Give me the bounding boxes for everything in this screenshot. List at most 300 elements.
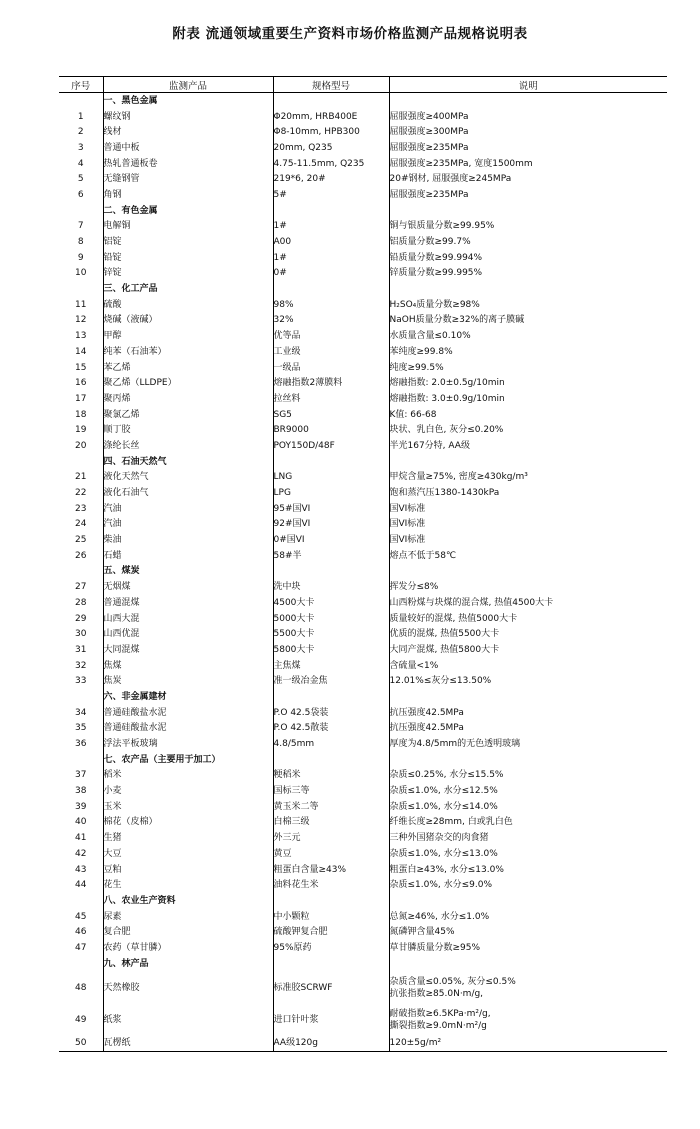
table-row [59,909,667,925]
table-row [59,877,667,893]
description: 块状、乳白色, 灰分≤0.20% [389,422,667,438]
spec-value: 白棉三级 [273,815,389,831]
row-number: 14 [75,346,87,357]
table-row [59,940,667,956]
product-name: 焦煤 [103,658,273,674]
row-number: 2 [77,127,84,138]
category-label: 五、煤炭 [103,564,273,580]
spec-value: 粗蛋白含量≥43% [273,862,389,878]
product-name: 纸浆 [103,1004,273,1036]
product-name: 液化石油气 [103,485,273,501]
cell-spec [273,564,389,580]
spec-value: SG5 [273,407,389,423]
category-label: 四、石油天然气 [103,454,273,470]
spec-value: 黄豆 [273,846,389,862]
row-number: 10 [75,268,87,279]
cell-no [59,689,103,705]
cell-no [59,752,103,768]
row-number: 25 [75,535,87,546]
row-number: 4 [77,158,84,169]
cell-no [59,93,103,109]
product-name: 无烟煤 [103,579,273,595]
description: 大同产混煤, 热值5800大卡 [389,642,667,658]
description: 山西粉煤与块煤的混合煤, 热值4500大卡 [389,595,667,611]
product-name: 锌锭 [103,266,273,282]
row-number: 12 [75,315,87,326]
description [389,1004,667,1036]
table-row [59,595,667,611]
table-header-row [59,77,667,93]
product-name: 大豆 [103,846,273,862]
spec-value: 熔融指数2薄膜料 [273,375,389,391]
description: 熔融指数: 2.0±0.5g/10min [389,375,667,391]
product-name: 玉米 [103,799,273,815]
row-number: 37 [75,770,87,781]
spec-value: 95%原药 [273,940,389,956]
product-name: 顺丁胶 [103,422,273,438]
table-row [59,1004,667,1036]
table-row [59,815,667,831]
table-row [59,830,667,846]
table-row [59,375,667,391]
product-name: 角钢 [103,187,273,203]
row-number: 47 [75,942,87,953]
row-number: 50 [75,1038,87,1049]
product-name: 苯乙烯 [103,360,273,376]
cell-no [59,281,103,297]
row-number: 48 [75,982,87,993]
table-body [59,93,667,1052]
category-label: 一、黑色金属 [103,93,273,109]
spec-value: 1# [273,250,389,266]
table-row [59,532,667,548]
description: 杂质≤1.0%, 水分≤14.0% [389,799,667,815]
spec-value: 粳稻米 [273,768,389,784]
spec-value: 工业级 [273,344,389,360]
product-name: 小麦 [103,783,273,799]
description: 铅质量分数≥99.994% [389,250,667,266]
cell-desc [389,281,667,297]
table-row [59,642,667,658]
description: 总氮≥46%, 水分≤1.0% [389,909,667,925]
description: 草甘膦质量分数≥95% [389,940,667,956]
description: 屈服强度≥235MPa, 宽度1500mm [389,156,667,172]
row-number: 3 [77,142,84,153]
document-title: 附表 流通领域重要生产资料市场价格监测产品规格说明表 [172,26,528,42]
spec-value: A00 [273,234,389,250]
product-name: 聚乙烯（LLDPE） [103,375,273,391]
row-number: 38 [75,786,87,797]
table-row [59,736,667,752]
description: 铜与银质量分数≥99.95% [389,219,667,235]
description: 屈服强度≥235MPa [389,187,667,203]
product-name: 稻米 [103,768,273,784]
spec-value: 准一级冶金焦 [273,673,389,689]
category-label: 三、化工产品 [103,281,273,297]
row-number: 43 [75,864,87,875]
description: 屈服强度≥300MPa [389,124,667,140]
category-row [59,689,667,705]
product-name: 铅锭 [103,250,273,266]
cell-desc [389,203,667,219]
product-name: 普通中板 [103,140,273,156]
category-row [59,454,667,470]
table-row [59,673,667,689]
spec-value: LPG [273,485,389,501]
row-number: 26 [75,550,87,561]
product-name: 烧碱（液碱） [103,313,273,329]
description: 120±5g/m² [389,1036,667,1052]
spec-value: 黄玉米二等 [273,799,389,815]
header-product: 监测产品 [103,77,273,93]
table-row [59,768,667,784]
header-spec: 规格型号 [273,77,389,93]
product-name: 山西优混 [103,626,273,642]
category-row [59,752,667,768]
row-number: 7 [77,221,84,232]
cell-spec [273,689,389,705]
product-name: 生猪 [103,830,273,846]
description: 屈服强度≥235MPa [389,140,667,156]
table-row [59,297,667,313]
spec-value: 32% [273,313,389,329]
description: 抗压强度42.5MPa [389,721,667,737]
spec-value: 5500大卡 [273,626,389,642]
description: 质量较好的混煤, 热值5000大卡 [389,611,667,627]
description: 氮磷钾含量45% [389,924,667,940]
cell-spec [273,203,389,219]
description: 纯度≥99.5% [389,360,667,376]
spec-value: 主焦煤 [273,658,389,674]
description: 铝质量分数≥99.7% [389,234,667,250]
row-number: 36 [75,739,87,750]
spec-value: AA级120g [273,1036,389,1052]
description: 三种外国猪杂交的肉食猪 [389,830,667,846]
row-number: 33 [75,676,87,687]
category-row [59,281,667,297]
product-name: 普通硅酸盐水泥 [103,705,273,721]
spec-value: 一级品 [273,360,389,376]
product-name: 石蜡 [103,548,273,564]
row-number: 1 [77,111,84,122]
description: 国VI标准 [389,517,667,533]
table-row [59,799,667,815]
spec-value: 国标三等 [273,783,389,799]
table-row [59,344,667,360]
table-row [59,234,667,250]
cell-desc [389,93,667,109]
table-row [59,140,667,156]
description: 熔融指数: 3.0±0.9g/10min [389,391,667,407]
spec-value: BR9000 [273,422,389,438]
category-row [59,893,667,909]
table-row [59,109,667,125]
description: NaOH质量分数≥32%的离子膜碱 [389,313,667,329]
product-name: 硫酸 [103,297,273,313]
product-name: 热轧普通板卷 [103,156,273,172]
spec-value: 优等品 [273,328,389,344]
product-name: 聚氯乙烯 [103,407,273,423]
category-row [59,93,667,109]
description: 屈服强度≥400MPa [389,109,667,125]
product-name: 瓦楞纸 [103,1036,273,1052]
table-row [59,658,667,674]
row-number: 34 [75,707,87,718]
table-row [59,972,667,1004]
table-row [59,470,667,486]
row-number: 39 [75,801,87,812]
table-row [59,407,667,423]
product-name: 线材 [103,124,273,140]
row-number: 24 [75,519,87,530]
product-name: 普通硅酸盐水泥 [103,721,273,737]
product-name: 液化天然气 [103,470,273,486]
cell-no [59,564,103,580]
table-row [59,721,667,737]
row-number: 11 [75,299,87,310]
description: 甲烷含量≥75%, 密度≥430kg/m³ [389,470,667,486]
description [389,972,667,1004]
spec-value: 硫酸钾复合肥 [273,924,389,940]
table-row [59,438,667,454]
spec-value: LNG [273,470,389,486]
cell-desc [389,752,667,768]
row-number: 28 [75,597,87,608]
table-row [59,328,667,344]
product-name: 尿素 [103,909,273,925]
product-name: 农药（草甘膦） [103,940,273,956]
table-row [59,266,667,282]
description: H₂SO₄质量分数≥98% [389,297,667,313]
row-number: 31 [75,644,87,655]
cell-spec [273,454,389,470]
product-name: 螺纹钢 [103,109,273,125]
table-row [59,611,667,627]
row-number: 20 [75,440,87,451]
cell-spec [273,93,389,109]
spec-value: 0#国VI [273,532,389,548]
row-number: 6 [77,189,84,200]
description: 水质量含量≤0.10% [389,328,667,344]
row-number: 40 [75,817,87,828]
product-name: 铝锭 [103,234,273,250]
spec-value: POY150D/48F [273,438,389,454]
header-desc: 说明 [389,77,667,93]
product-name: 山西大混 [103,611,273,627]
description-line: 耐破指数≥6.5KPa·m²/g, [389,1008,491,1019]
product-name: 电解铜 [103,219,273,235]
description: 挥发分≤8% [389,579,667,595]
row-number: 17 [75,393,87,404]
description: 杂质≤1.0%, 水分≤13.0% [389,846,667,862]
description: 优质的混煤, 热值5500大卡 [389,626,667,642]
product-name: 大同混煤 [103,642,273,658]
description: 熔点不低于58℃ [389,548,667,564]
row-number: 44 [75,880,87,891]
description: 纤维长度≥28mm, 白或乳白色 [389,815,667,831]
row-number: 42 [75,848,87,859]
table-row [59,313,667,329]
category-label: 八、农业生产资料 [103,893,273,909]
spec-value: 油料花生米 [273,877,389,893]
table-row [59,517,667,533]
description-line: 杂质含量≤0.05%, 灰分≤0.5% [389,976,516,987]
row-number: 19 [75,425,87,436]
spec-value: 20mm, Q235 [273,140,389,156]
row-number: 15 [75,362,87,373]
row-number: 45 [75,911,87,922]
product-name: 柴油 [103,532,273,548]
description: 20#钢材, 屈服强度≥245MPa [389,171,667,187]
description: 12.01%≤灰分≤13.50% [389,673,667,689]
description-line: 撕裂指数≥9.0mN·m²/g [389,1020,487,1031]
row-number: 18 [75,409,87,420]
spec-table [59,76,667,1052]
table-row [59,626,667,642]
spec-value: 4.75-11.5mm, Q235 [273,156,389,172]
cell-no [59,893,103,909]
product-name: 复合肥 [103,924,273,940]
spec-value: Φ20mm, HRB400E [273,109,389,125]
description: 半光167分特, AA级 [389,438,667,454]
row-number: 41 [75,833,87,844]
row-number: 23 [75,503,87,514]
category-label: 七、农产品（主要用于加工） [103,752,273,768]
description: 杂质≤1.0%, 水分≤9.0% [389,877,667,893]
cell-spec [273,893,389,909]
description: 饱和蒸汽压1380-1430kPa [389,485,667,501]
cell-spec [273,956,389,972]
spec-value: 外三元 [273,830,389,846]
description: 锌质量分数≥99.995% [389,266,667,282]
cell-spec [273,752,389,768]
row-number: 49 [75,1014,87,1025]
header-no: 序号 [59,77,103,93]
product-name: 无缝钢管 [103,171,273,187]
description: 国VI标准 [389,501,667,517]
spec-value: 58#半 [273,548,389,564]
table-row [59,156,667,172]
description: 含硫量<1% [389,658,667,674]
category-label: 九、林产品 [103,956,273,972]
product-name: 花生 [103,877,273,893]
spec-value: P.O 42.5散装 [273,721,389,737]
table-row [59,579,667,595]
cell-spec [273,281,389,297]
row-number: 27 [75,582,87,593]
description: 粗蛋白≥43%, 水分≤13.0% [389,862,667,878]
row-number: 30 [75,629,87,640]
spec-value: 1# [273,219,389,235]
category-row [59,203,667,219]
cell-no [59,203,103,219]
table-row [59,924,667,940]
cell-desc [389,893,667,909]
spec-value: 5# [273,187,389,203]
description: 杂质≤1.0%, 水分≤12.5% [389,783,667,799]
table-row [59,124,667,140]
table-row [59,171,667,187]
cell-desc [389,564,667,580]
product-name: 纯苯（石油苯） [103,344,273,360]
spec-value: 98% [273,297,389,313]
table-row [59,548,667,564]
table-row [59,501,667,517]
cell-desc [389,956,667,972]
table-row [59,422,667,438]
description: 国VI标准 [389,532,667,548]
product-name: 涤纶长丝 [103,438,273,454]
table-row [59,250,667,266]
spec-value: 92#国VI [273,517,389,533]
cell-desc [389,689,667,705]
row-number: 35 [75,723,87,734]
product-name: 甲醇 [103,328,273,344]
category-row [59,564,667,580]
category-label: 二、有色金属 [103,203,273,219]
spec-value: 中小颗粒 [273,909,389,925]
table-row [59,783,667,799]
row-number: 46 [75,927,87,938]
row-number: 9 [77,252,84,263]
product-name: 浮法平板玻璃 [103,736,273,752]
table-row [59,485,667,501]
row-number: 8 [77,237,84,248]
table-row [59,219,667,235]
product-name: 焦炭 [103,673,273,689]
row-number: 21 [75,472,87,483]
spec-value: Φ8-10mm, HPB300 [273,124,389,140]
description: 杂质≤0.25%, 水分≤15.5% [389,768,667,784]
product-name: 天然橡胶 [103,972,273,1004]
description: 厚度为4.8/5mm的无色透明玻璃 [389,736,667,752]
spec-value: 标准胶SCRWF [273,972,389,1004]
description: K值: 66-68 [389,407,667,423]
spec-value: 4500大卡 [273,595,389,611]
table-row [59,705,667,721]
row-number: 13 [75,331,87,342]
description: 抗压强度42.5MPa [389,705,667,721]
product-name: 聚丙烯 [103,391,273,407]
spec-value: 219*6, 20# [273,171,389,187]
category-row [59,956,667,972]
table-row [59,1036,667,1052]
table-row [59,391,667,407]
table-row [59,360,667,376]
spec-value: P.O 42.5袋装 [273,705,389,721]
table-row [59,862,667,878]
description-line: 抗张指数≥85.0N·m/g, [389,988,484,999]
product-name: 汽油 [103,517,273,533]
product-name: 普通混煤 [103,595,273,611]
spec-value: 95#国VI [273,501,389,517]
spec-value: 洗中块 [273,579,389,595]
row-number: 16 [75,378,87,389]
row-number: 22 [75,488,87,499]
product-name: 汽油 [103,501,273,517]
product-name: 棉花（皮棉） [103,815,273,831]
category-label: 六、非金属建材 [103,689,273,705]
cell-no [59,454,103,470]
row-number: 29 [75,613,87,624]
spec-value: 拉丝料 [273,391,389,407]
row-number: 5 [77,174,84,185]
spec-value: 5800大卡 [273,642,389,658]
spec-value: 4.8/5mm [273,736,389,752]
cell-no [59,956,103,972]
spec-value: 5000大卡 [273,611,389,627]
spec-value: 进口针叶浆 [273,1004,389,1036]
